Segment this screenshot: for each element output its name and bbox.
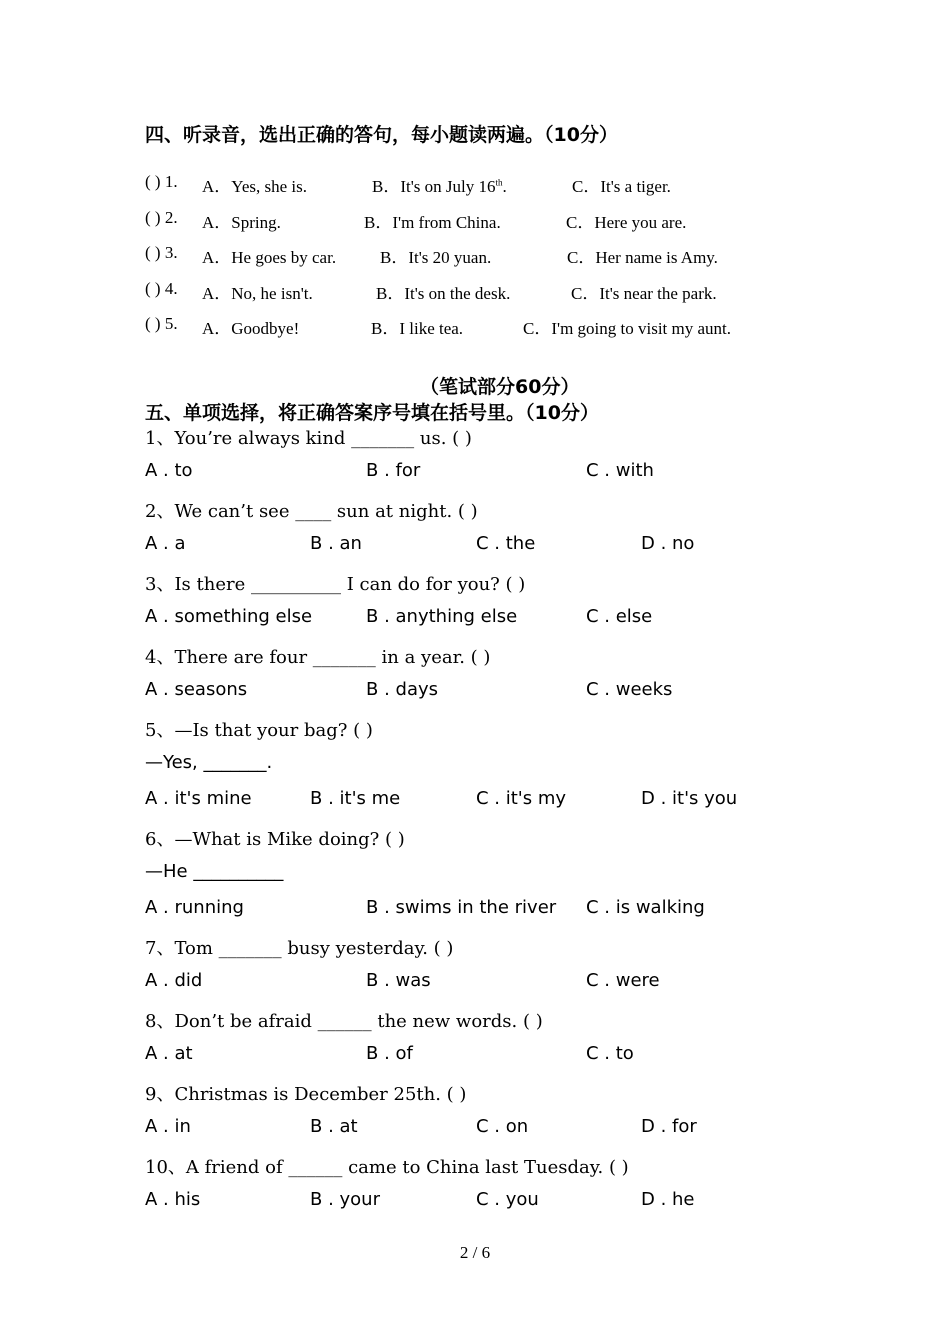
option-b: B . for (366, 460, 421, 481)
options-row (145, 788, 845, 812)
option-c: C . on (476, 1116, 529, 1137)
question-stem: 9、Christmas is December 25th. ( ) (145, 1084, 467, 1105)
option-c: C．I'm going to visit my aunt. (523, 319, 732, 338)
option-c: C．It's near the park. (571, 284, 717, 303)
option-a: A . did (145, 970, 203, 991)
option-c: C . you (476, 1189, 539, 1210)
option-c: C . is walking (586, 897, 705, 918)
option-a: A . his (145, 1189, 201, 1210)
section5-title: 五、单项选择，将正确答案序号填在括号里。（10分） (145, 402, 599, 424)
option-b: B．I like tea. (371, 319, 464, 338)
options-row (145, 606, 845, 630)
option-b: B . of (366, 1043, 413, 1064)
answer-paren: ( ) 3. (145, 243, 178, 262)
question-stem: 5、—Is that your bag? ( ) (145, 720, 373, 741)
option-c: C . to (586, 1043, 634, 1064)
option-c: C . with (586, 460, 654, 481)
option-b: B . anything else (366, 606, 518, 627)
dialogue-line: —He __________ (145, 861, 284, 882)
option-b: B . your (310, 1189, 380, 1210)
option-c: C . it's my (476, 788, 567, 809)
options-row (145, 1189, 845, 1213)
option-a: A．He goes by car. (202, 248, 337, 267)
option-b (372, 172, 507, 197)
option-a: A．Spring. (202, 213, 281, 232)
page-number: 2 / 6 (459, 1243, 491, 1262)
option-d: D . it's you (641, 788, 738, 809)
answer-paren: ( ) 2. (145, 208, 178, 227)
option-b: B . at (310, 1116, 358, 1137)
option-a: A . to (145, 460, 193, 481)
options-row (145, 460, 845, 484)
option-d: D . for (641, 1116, 697, 1137)
option-a: A . at (145, 1043, 193, 1064)
option-a: A . seasons (145, 679, 248, 700)
option-a: A . running (145, 897, 244, 918)
option-a: A . something else (145, 606, 313, 627)
option-c: C．It's a tiger. (572, 177, 671, 196)
options-row (145, 897, 845, 921)
question-stem: 4、There are four _______ in a year. ( ) (145, 647, 491, 668)
option-b: B．It's 20 yuan. (380, 248, 492, 267)
option-c: C．Her name is Amy. (567, 248, 718, 267)
option-b: B . it's me (310, 788, 401, 809)
options-row (145, 970, 845, 994)
options-row (145, 1043, 845, 1067)
answer-paren: ( ) 5. (145, 314, 178, 333)
ordinal-suffix: th (495, 177, 503, 188)
answer-paren: ( ) 1. (145, 172, 178, 191)
question-stem: 3、Is there __________ I can do for you? ( ) (145, 574, 526, 595)
question-stem: 8、Don’t be afraid ______ the new words. ( ) (145, 1011, 543, 1032)
option-b: B . swims in the river (366, 897, 557, 918)
answer-paren: ( ) 4. (145, 279, 178, 298)
written-part-heading: （笔试部分60分） (420, 376, 580, 398)
option-b-period: . (502, 177, 507, 196)
option-c: C . the (476, 533, 536, 554)
option-c: C．Here you are. (566, 213, 687, 232)
option-a: A . a (145, 533, 186, 554)
option-b: B．I'm from China. (364, 213, 501, 232)
option-b: B．It's on the desk. (376, 284, 511, 303)
option-c: C . were (586, 970, 660, 991)
section4-title: 四、听录音，选出正确的答句，每小题读两遍。（10分） (145, 124, 618, 146)
option-d: D . no (641, 533, 695, 554)
option-a: A．Yes, she is. (202, 177, 308, 196)
option-c: C . else (586, 606, 653, 627)
option-b: B . days (366, 679, 438, 700)
option-d: D . he (641, 1189, 695, 1210)
option-b-text: B．It's on July 16 (372, 177, 496, 196)
dialogue-line: —Yes, _______. (145, 752, 273, 773)
option-a: A . in (145, 1116, 191, 1137)
question-stem: 7、Tom _______ busy yesterday. ( ) (145, 938, 454, 959)
option-a: A．Goodbye! (202, 319, 300, 338)
option-b: B . an (310, 533, 362, 554)
option-a: A . it's mine (145, 788, 252, 809)
option-b: B . was (366, 970, 431, 991)
question-stem: 1、You’re always kind _______ us. ( ) (145, 428, 472, 449)
question-stem: 10、A friend of ______ came to China last Tuesday. ( ) (145, 1157, 629, 1178)
question-stem: 6、—What is Mike doing? ( ) (145, 829, 405, 850)
options-row (145, 533, 845, 557)
question-stem: 2、We can’t see ____ sun at night. ( ) (145, 501, 478, 522)
options-row (145, 1116, 845, 1140)
option-c: C . weeks (586, 679, 673, 700)
option-a: A．No, he isn't. (202, 284, 313, 303)
options-row (145, 679, 845, 703)
